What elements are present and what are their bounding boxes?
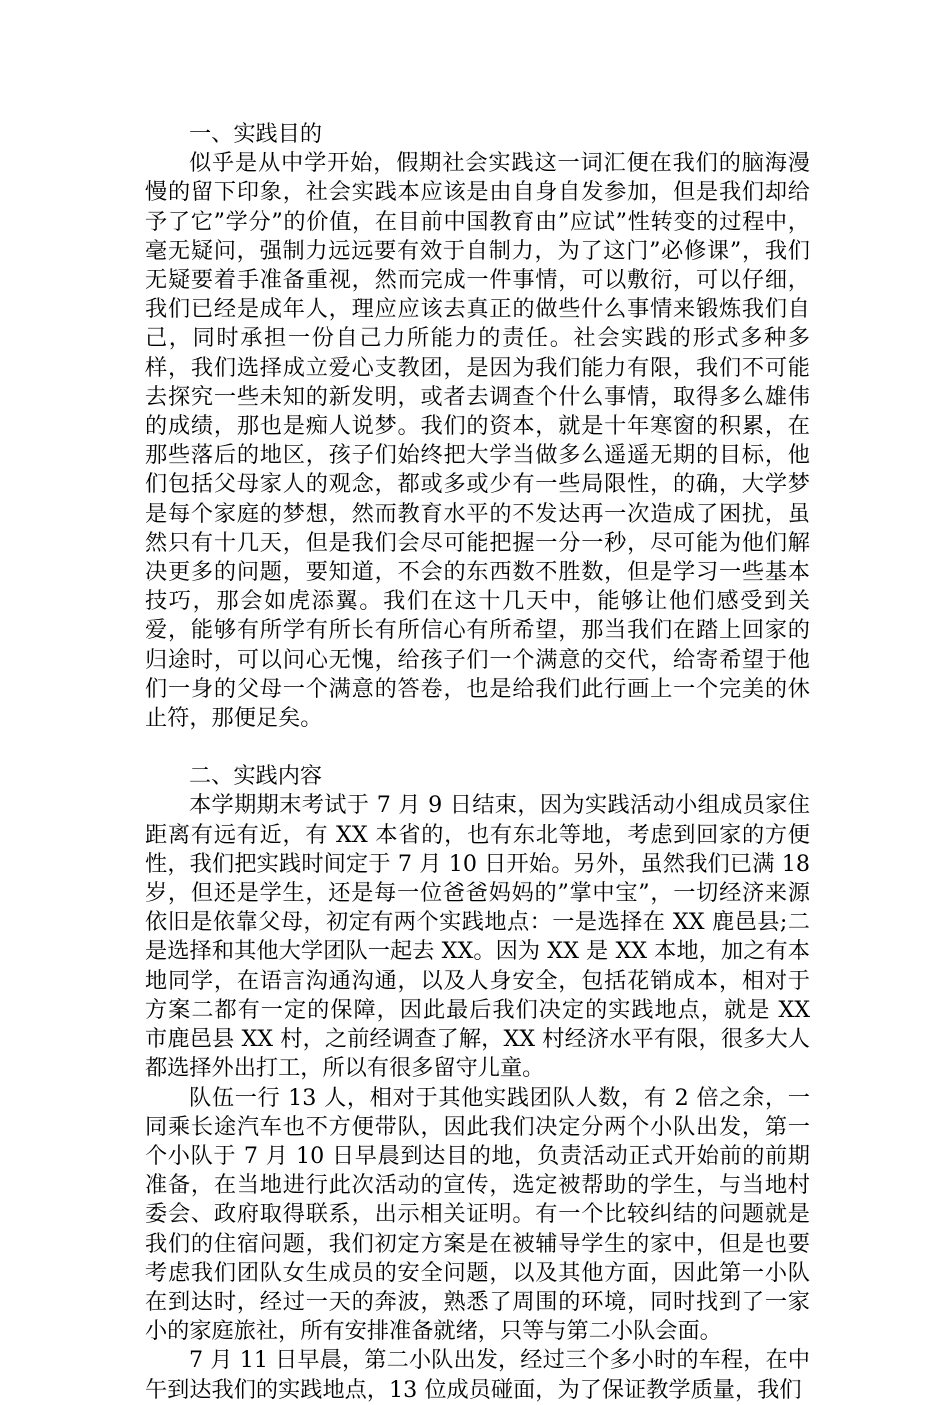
document-body [145,120,810,1405]
section-heading-practice-purpose: 一、实践目的 [189,121,323,147]
paragraph-team-arrangement: 队伍一行 13 人，相对于其他实践团队人数，有 2 倍之余，一同乘长途汽车也不方便带队，因此我们决定分两个小队出发，第一个小队于 7 月 10 日早晨到达目的地，负责活动正式开始前的前期准备，在当地进行此次活动的宣传，选定被帮助的学生，与当地村委会、政府取得联系，出示相关证明。有一个比较纠结的问题就是我们的住宿问题，我们初定方案是在被辅导学生的家中，但是也要考虑我们团队女生成员的安全问题，以及其他方面，因此第一小队在到达时，经过一天的奔波，熟悉了周围的环境，同时找到了一家小的家庭旅社，所有安排准备就绪，只等与第二小队会面。 [145,1084,810,1345]
section-spacer [145,733,810,762]
paragraph-second-team-arrival: 7 月 11 日早晨，第二小队出发，经过三个多小时的车程，在中午到达我们的实践地点，13 位成员碰面，为了保证教学质量，我们 [145,1347,810,1403]
section-heading-practice-content: 二、实践内容 [189,763,323,790]
paragraph-practice-purpose: 似乎是从中学开始，假期社会实践这一词汇便在我们的脑海漫慢的留下印象，社会实践本应该是由自身自发参加，但是我们却给予了它”学分”的价值，在目前中国教育由”应试”性转变的过程中，毫无疑问，强制力远远要有效于自制力，为了这门”必修课”，我们无疑要着手准备重视，然而完成一件事情，可以敷衍，可以仔细，我们已经是成年人，理应应该去真正的做些什么事情来锻炼我们自己，同时承担一份自己力所能力的责任。社会实践的形式多种多样，我们选择成立爱心支教团，是因为我们能力有限，我们不可能去探究一些未知的新发明，或者去调查个什么事情，取得多么雄伟的成绩，那也是痴人说梦。我们的资本，就是十年寒窗的积累，在那些落后的地区，孩子们始终把大学当做多么遥遥无期的目标，他们包括父母家人的观念，都或多或少有一些局限性，的确，大学梦是每个家庭的梦想，然而教育水平的不发达再一次造成了困扰，虽然只有十几天，但是我们会尽可能把握一分一秒，尽可能为他们解决更多的问题，要知道，不会的东西数不胜数，但是学习一些基本技巧，那会如虎添翼。我们在这十几天中，能够让他们感受到关爱，能够有所学有所长有所信心有所希望，那当我们在踏上回家的归途时，可以问心无愧，给孩子们一个满意的交代，给寄希望于他们一身的父母一个满意的答卷，也是给我们此行画上一个完美的休止符，那便足矣。 [145,150,810,732]
paragraph-schedule-location: 本学期期末考试于 7 月 9 日结束，因为实践活动小组成员家住距离有远有近，有 XX 本省的，也有东北等地，考虑到回家的方便性，我们把实践时间定于 7 月 10 日开始。另外，虽然我们已满 18 岁，但还是学生，还是每一位爸爸妈妈的”掌中宝”，一切经济来源依旧是依靠父母，初定有两个实践地点：一是选择在 XX 鹿邑县;二是选择和其他大学团队一起去 XX。因为 XX 是 XX 本地，加之有本地同学，在语言沟通沟通，以及人身安全，包括花销成本，相对于方案二都有一定的保障，因此最后我们决定的实践地点，就是 XX 市鹿邑县 XX 村，之前经调查了解，XX 村经济水平有限，很多大人都选择外出打工，所以有很多留守儿童。 [145,792,810,1082]
